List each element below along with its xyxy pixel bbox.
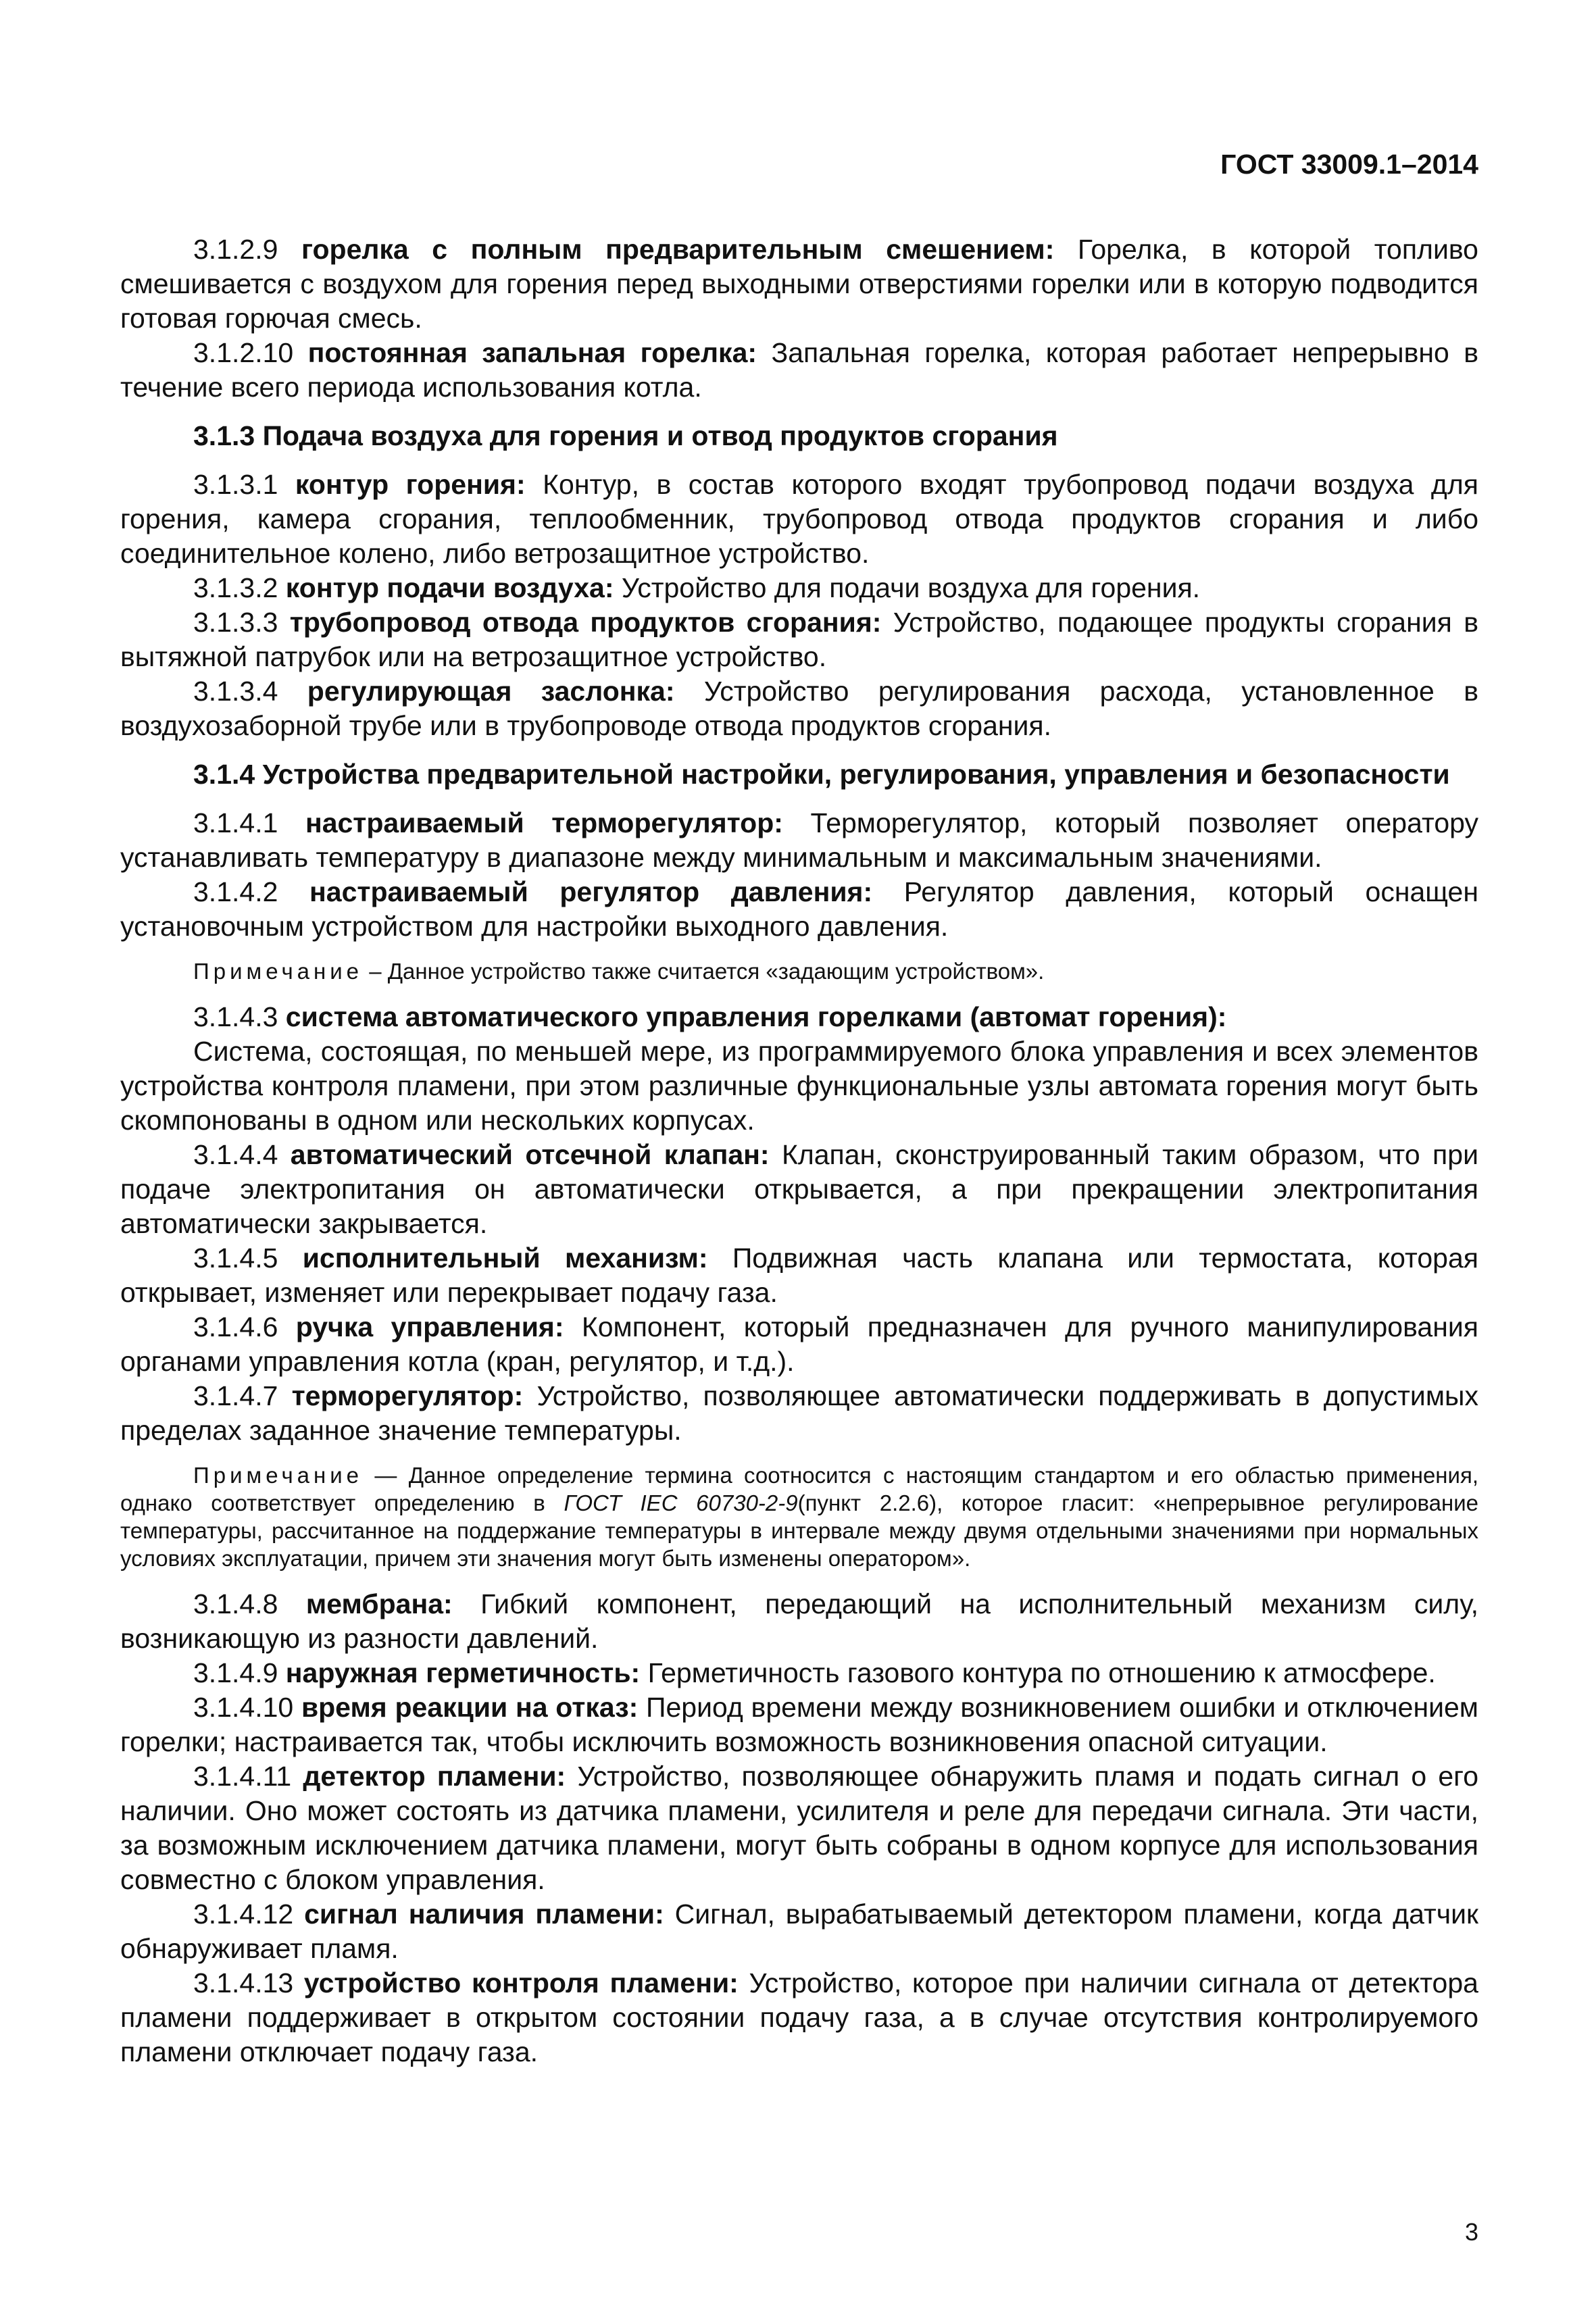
term: терморегулятор: bbox=[291, 1380, 524, 1411]
term: контур подачи воздуха: bbox=[285, 572, 614, 603]
term-paragraph: 3.1.4.12 сигнал наличия пламени: Сигнал, вырабатываемый детектором пламени, когда датчик обнаруживает пламя. bbox=[120, 1898, 1478, 1964]
note: Примечание – Данное устройство также считается «задающим устройством». bbox=[193, 959, 1045, 984]
term: ручка управления: bbox=[295, 1311, 564, 1342]
term-paragraph: 3.1.4.9 наружная герметичность: Герметичность газового контура по отношению к атмосфере. bbox=[193, 1657, 1436, 1688]
term-paragraph: 3.1.4.7 терморегулятор: Устройство, позволяющее автоматически поддерживать в допустимых пределах заданное значение температуры. bbox=[120, 1380, 1478, 1446]
term-paragraph: 3.1.3.2 контур подачи воздуха: Устройство для подачи воздуха для горения. bbox=[193, 572, 1201, 603]
term: настраиваемый регулятор давления: bbox=[309, 876, 873, 907]
term: устройство контроля пламени: bbox=[303, 1967, 739, 1998]
term: трубопровод отвода продуктов сгорания: bbox=[289, 607, 882, 638]
term: постоянная запальная горелка: bbox=[307, 337, 757, 368]
note-label: Примечание bbox=[193, 1463, 364, 1488]
term: детектор пламени: bbox=[303, 1761, 566, 1792]
term: время реакции на отказ: bbox=[301, 1692, 639, 1723]
term-paragraph: 3.1.3.3 трубопровод отвода продуктов сгорания: Устройство, подающее продукты сгорания в вытяжной патрубок или на ветрозащитное устройство. bbox=[120, 607, 1478, 672]
term-paragraph: 3.1.3.1 контур горения: Контур, в состав которого входят трубопровод подачи воздуха для горения, камера сгорания, теплообменник, трубопровод отвода продуктов сгорания и либо соединительное колено, либо ветрозащитное устройство. bbox=[120, 469, 1478, 569]
note: Примечание — Данное определение термина соотносится с настоящим стандартом и его областью применения, однако соответствует определению в ГОСТ IEC 60730-2-9(пункт 2.2.6), которое гласит: «непрерывное регулирование температуры, рассчитанное на поддержание температуры в интервале между двумя отдельными значениями при нормальных условиях эксплуатации, причем эти значения могут быть изменены оператором». bbox=[120, 1463, 1479, 1571]
term-paragraph: 3.1.4.4 автоматический отсечной клапан: Клапан, сконструированный таким образом, что при подаче электропитания он автоматически открывается, а при прекращении электропитания автоматически закрывается. bbox=[120, 1139, 1478, 1239]
page-number: 3 bbox=[1464, 2218, 1478, 2246]
term: исполнительный механизм: bbox=[302, 1242, 708, 1274]
term-paragraph: 3.1.4.10 время реакции на отказ: Период времени между возникновением ошибки и отключением горелки; настраивается так, чтобы исключить возможность возникновения опасной ситуации. bbox=[120, 1692, 1478, 1757]
term: система автоматического управления горелками (автомат горения): bbox=[285, 1001, 1227, 1032]
term-paragraph: 3.1.3.4 регулирующая заслонка: Устройство регулирования расхода, установленное в воздухозаборной трубе или в трубопроводе отвода продуктов сгорания. bbox=[120, 676, 1478, 741]
term-paragraph: 3.1.2.9 горелка с полным предварительным смешением: Горелка, в которой топливо смешивается с воздухом для горения перед выходными отверстиями горелки или в которую подводится готовая горючая смесь. bbox=[120, 234, 1478, 334]
term: сигнал наличия пламени: bbox=[304, 1898, 664, 1930]
term-paragraph: 3.1.4.1 настраиваемый терморегулятор: Терморегулятор, который позволяет оператору устанавливать температуру в диапазоне между минимальным и максимальным значениями. bbox=[120, 807, 1478, 873]
document-page bbox=[120, 0, 1478, 2314]
term-paragraph: 3.1.4.6 ручка управления: Компонент, который предназначен для ручного манипулирования органами управления котла (кран, регулятор, и т.д.). bbox=[120, 1311, 1478, 1377]
term-paragraph: 3.1.4.2 настраиваемый регулятор давления: Регулятор давления, который оснащен установочным устройством для настройки выходного давления. bbox=[120, 876, 1478, 942]
term: контур горения: bbox=[295, 469, 526, 500]
term: регулирующая заслонка: bbox=[307, 676, 675, 707]
term: автоматический отсечной клапан: bbox=[290, 1139, 770, 1170]
term: настраиваемый терморегулятор: bbox=[305, 807, 783, 838]
term: наружная герметичность: bbox=[285, 1657, 641, 1688]
section-heading: 3.1.3 Подача воздуха для горения и отвод продуктов сгорания bbox=[193, 420, 1058, 451]
document-code: ГОСТ 33009.1–2014 bbox=[1220, 149, 1478, 180]
term-paragraph: 3.1.4.13 устройство контроля пламени: Устройство, которое при наличии сигнала от детектора пламени поддерживает в открытом состоянии подачу газа, а в случае отсутствия контролируемого пламени отключает подачу газа. bbox=[120, 1967, 1478, 2067]
term-paragraph: 3.1.4.3 система автоматического управления горелками (автомат горения): bbox=[193, 1001, 1227, 1032]
note-label: Примечание bbox=[193, 959, 364, 984]
term-paragraph: 3.1.4.5 исполнительный механизм: Подвижная часть клапана или термостата, которая открывает, изменяет или перекрывает подачу газа. bbox=[120, 1242, 1478, 1308]
term: мембрана: bbox=[305, 1588, 453, 1619]
term-paragraph: 3.1.4.11 детектор пламени: Устройство, позволяющее обнаружить пламя и подать сигнал о его наличии. Оно может состоять из датчика пламени, усилителя и реле для передачи сигнала. Эти части, за возможным исключением датчика пламени, могут быть собраны в одном корпусе для использования совместно с блоком управления. bbox=[120, 1761, 1478, 1895]
term-paragraph: 3.1.2.10 постоянная запальная горелка: Запальная горелка, которая работает непрерывно в течение всего периода использования котла. bbox=[120, 337, 1478, 403]
section-heading: 3.1.4 Устройства предварительной настройки, регулирования, управления и безопасности bbox=[193, 759, 1450, 790]
term-paragraph: 3.1.4.8 мембрана: Гибкий компонент, передающий на исполнительный механизм силу, возникающую из разности давлений. bbox=[120, 1588, 1478, 1654]
definition-paragraph: Система, состоящая, по меньшей мере, из программируемого блока управления и всех элементов устройства контроля пламени, при этом различные функциональные узлы автомата горения могут быть скомпонованы в одном или нескольких корпусах. bbox=[120, 1036, 1478, 1136]
term: горелка с полным предварительным смешением: bbox=[301, 234, 1055, 265]
standard-reference: ГОСТ IEC 60730-2-9 bbox=[564, 1490, 798, 1515]
document-body bbox=[120, 232, 1478, 2069]
